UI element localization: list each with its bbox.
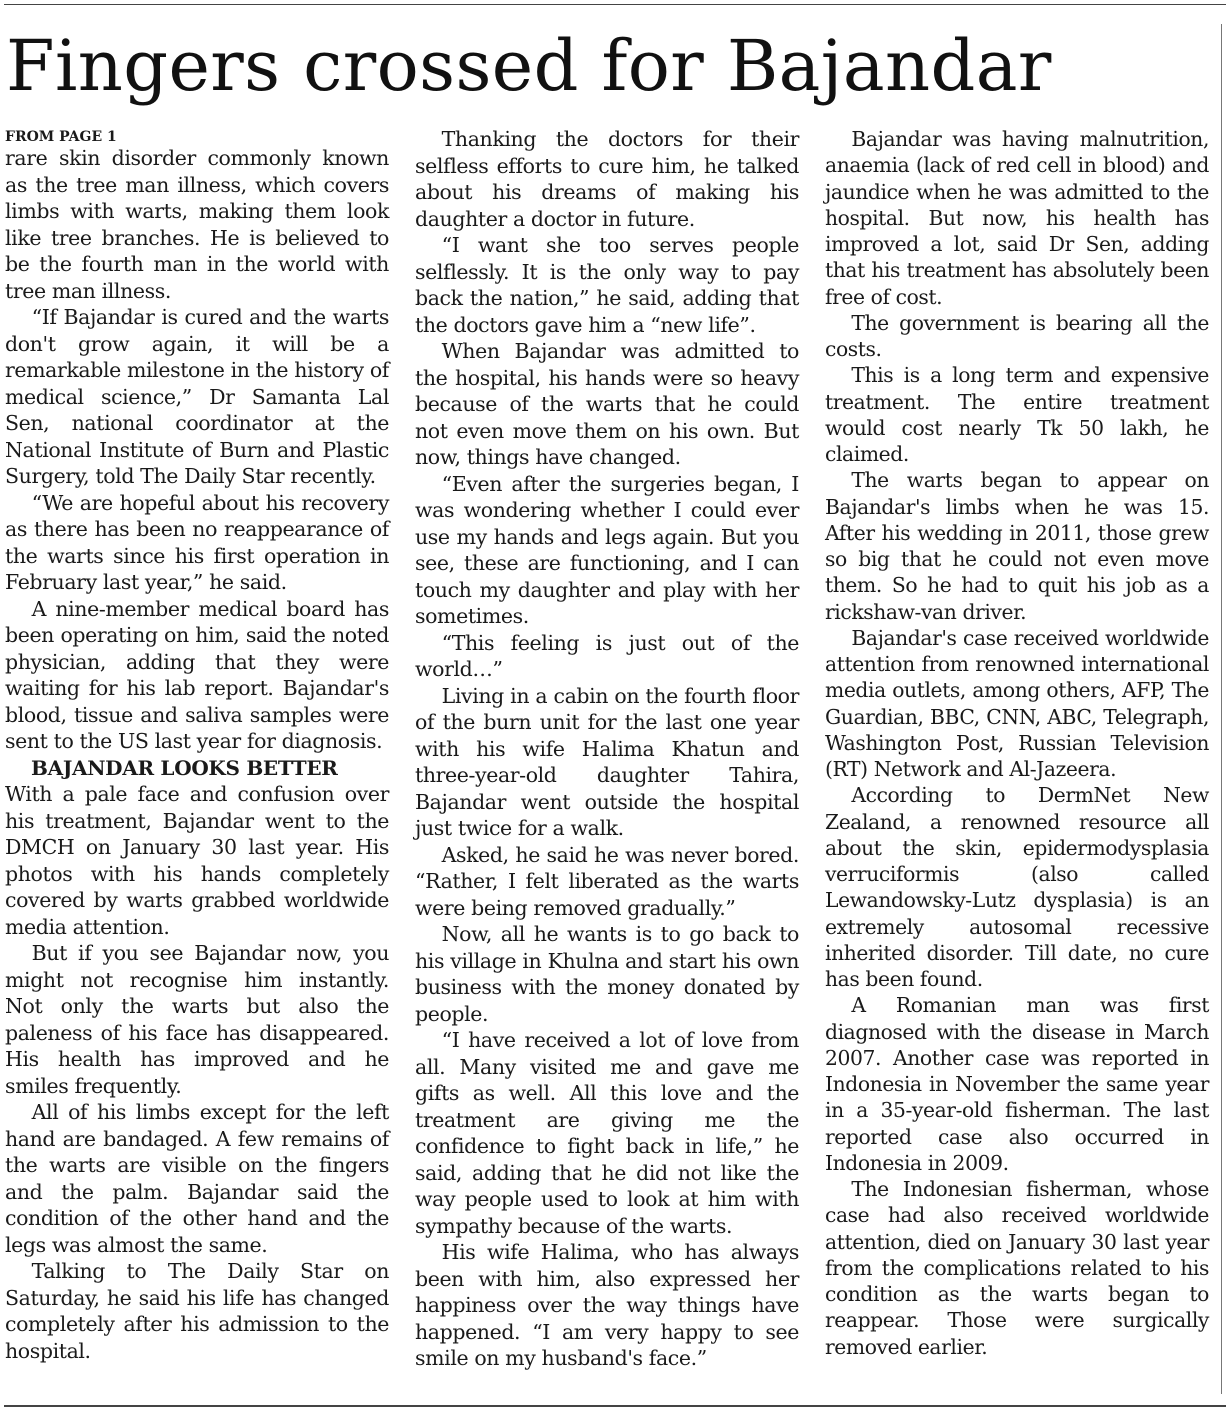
column-2 xyxy=(415,126,799,1372)
continued-from-label: FROM PAGE 1 xyxy=(5,129,117,145)
paragraph: A nine-member medical board has been operating on him, said the noted physician, adding that they were waiting for his lab report. Bajandar's blood, tissue and saliva samples were sent to the US last year for diagnosis. xyxy=(5,596,389,753)
paragraph: But if you see Bajandar now, you might not recognise him instantly. Not only the warts but also the paleness of his face has disappeared. His health has improved and he smiles frequently. xyxy=(5,941,389,1098)
paragraph: “If Bajandar is cured and the warts don't grow again, it will be a remarkable milestone in the history of medical science,” Dr Samanta Lal Sen, national coordinator at the National Institute of Burn and Plastic Surgery, told The Daily Star recently. xyxy=(5,305,389,488)
paragraph: This is a long term and expensive treatment. The entire treatment would cost nearly Tk 50 lakh, he claimed. xyxy=(825,363,1209,466)
paragraph: His wife Halima, who has always been with him, also expressed her happiness over the way things have happened. “I am very happy to see smile on my husband's face.” xyxy=(415,1240,799,1370)
paragraph: “This feeling is just out of the world…” xyxy=(415,630,799,681)
paragraph: The warts began to appear on Bajandar's limbs when he was 15. After his wedding in 2011, those grew so big that he could not even move them. So he had to quit his job as a rickshaw-van driver. xyxy=(825,468,1209,624)
top-rule xyxy=(4,4,1226,5)
paragraph: With a pale face and confusion over his treatment, Bajandar went to the DMCH on January 30 last year. His photos with his hands completely covered by warts grabbed worldwide media attention. xyxy=(5,782,389,939)
headline: Fingers crossed for Bajandar xyxy=(6,25,1052,107)
paragraph: Bajandar was having malnutrition, anaemia (lack of red cell in blood) and jaundice when he was admitted to the hospital. But now, his health has improved a lot, said Dr Sen, adding that his treatment has absolutely been free of cost. xyxy=(825,127,1209,309)
right-edge-rule xyxy=(1221,24,1222,1394)
paragraph: Thanking the doctors for their selfless efforts to cure him, he talked about his dreams of making his daughter a doctor in future. xyxy=(415,127,799,231)
paragraph: rare skin disorder commonly known as the tree man illness, which covers limbs with warts, making them look like tree branches. He is believed to be the fourth man in the world with tree man illness. xyxy=(5,146,389,303)
bottom-rule xyxy=(4,1405,1226,1407)
paragraph: “We are hopeful about his recovery as there has been no reappearance of the warts since his first operation in February last year,” he said. xyxy=(5,490,389,594)
paragraph: When Bajandar was admitted to the hospital, his hands were so heavy because of the warts that he could not even move them on his own. But now, things have changed. xyxy=(415,339,799,469)
paragraph: The Indonesian fisherman, whose case had also received worldwide attention, died on January 30 last year from the complications related to his condition as the warts began to reappear. Those were surgically removed earlier. xyxy=(825,1177,1209,1359)
paragraph: Asked, he said he was never bored. “Rather, I felt liberated as the warts were being removed gradually.” xyxy=(415,842,799,920)
paragraph: “I want she too serves people selflessly. It is the only way to pay back the nation,” he said, adding that the doctors gave him a “new life”. xyxy=(415,233,799,337)
paragraph: Talking to The Daily Star on Saturday, he said his life has changed completely after his admission to the hospital. xyxy=(5,1259,389,1363)
paragraph: “Even after the surgeries began, I was wondering whether I could ever use my hands and legs again. But you see, these are functioning, and I can touch my daughter and play with her sometimes. xyxy=(415,471,799,628)
paragraph: Living in a cabin on the fourth floor of the burn unit for the last one year with his wife Halima Khatun and three-year-old daughter Tahira, Bajandar went outside the hospital just twice for a walk. xyxy=(415,683,799,840)
paragraph: According to DermNet New Zealand, a renowned resource all about the skin, epidermodysplasia verruciformis (also called Lewandowsky-Lutz dysplasia) is an extremely autosomal recessive inherited disorder. Till date, no cure has been found. xyxy=(825,783,1209,991)
paragraph: All of his limbs except for the left hand are bandaged. A few remains of the warts are visible on the fingers and the palm. Bajandar said the condition of the other hand and the legs was almost the same. xyxy=(5,1100,389,1257)
paragraph: “I have received a lot of love from all. Many visited me and gave me gifts as well. All this love and the treatment are giving me the confidence to fight back in life,” he said, adding that he did not like the way people used to look at him with sympathy because of the warts. xyxy=(415,1028,799,1238)
column-1 xyxy=(5,126,389,1364)
column-3 xyxy=(825,126,1209,1360)
subheading: BAJANDAR LOOKS BETTER xyxy=(31,755,338,780)
paragraph: Now, all he wants is to go back to his village in Khulna and start his own business with the money donated by people. xyxy=(415,922,799,1026)
paragraph: A Romanian man was first diagnosed with the disease in March 2007. Another case was reported in Indonesia in November the same year in a 35-year-old fisherman. The last reported case also occurred in Indonesia in 2009. xyxy=(825,993,1209,1175)
paragraph: Bajandar's case received worldwide attention from renowned international media outlets, among others, AFP, The Guardian, BBC, CNN, ABC, Telegraph, Washington Post, Russian Television (RT) Network and Al-Jazeera. xyxy=(825,625,1209,781)
paragraph: The government is bearing all the costs. xyxy=(825,310,1209,361)
